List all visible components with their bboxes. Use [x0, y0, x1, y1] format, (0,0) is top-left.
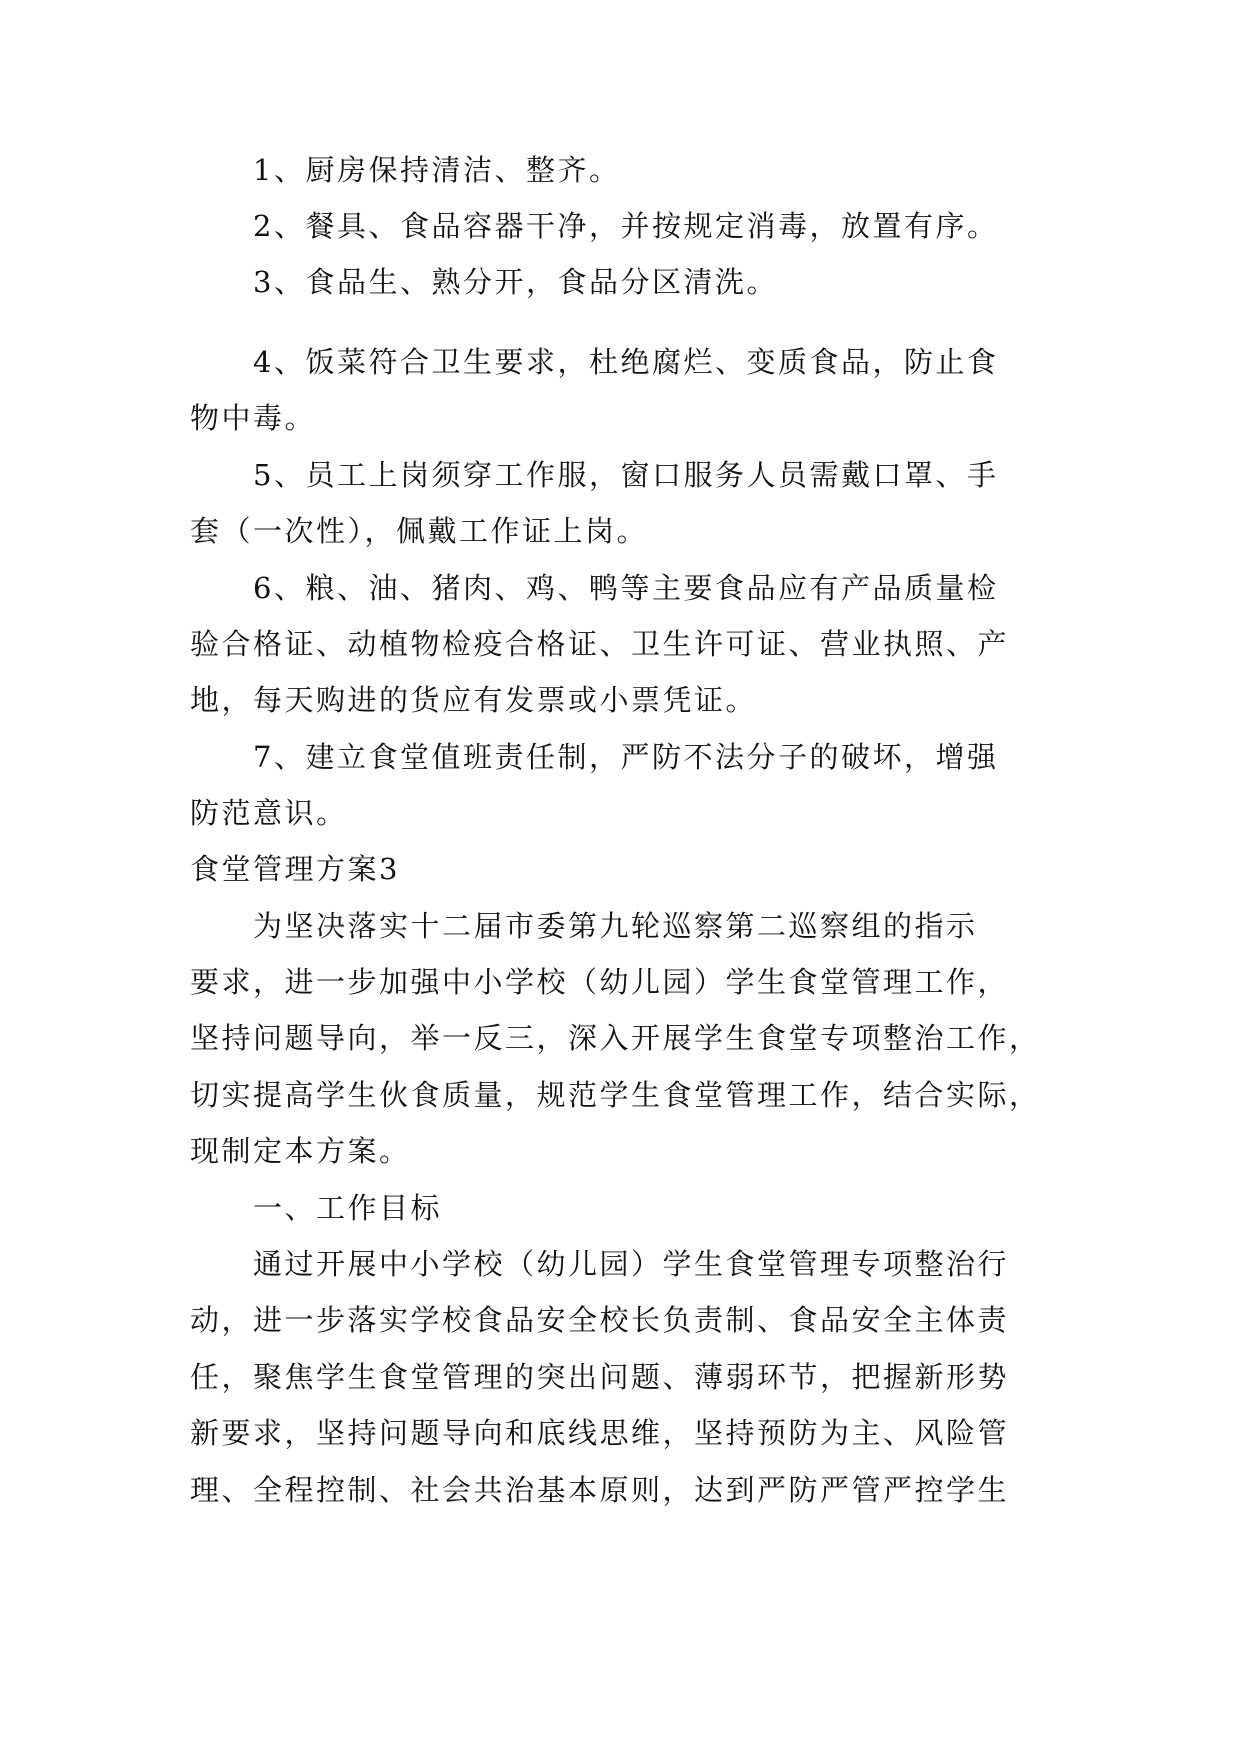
- item-2-line: 2、餐具、食品容器干净，并按规定消毒，放置有序。: [253, 209, 999, 243]
- goal-line-5: 理、全程控制、社会共治基本原则，达到严防严管严控学生: [190, 1473, 1010, 1507]
- item-7-line-2: 防范意识。: [190, 796, 348, 830]
- item-7-line-1: 7、建立食堂值班责任制，严防不法分子的破坏，增强: [253, 740, 999, 774]
- intro-line-3: 坚持问题导向，举一反三，深入开展学生食堂专项整治工作，: [190, 1021, 1041, 1055]
- goal-line-3: 任，聚焦学生食堂管理的突出问题、薄弱环节，把握新形势: [190, 1360, 1010, 1394]
- item-4-line-1: 4、饭菜符合卫生要求，杜绝腐烂、变质食品，防止食: [253, 345, 999, 379]
- goal-line-2: 动，进一步落实学校食品安全校长负责制、食品安全主体责: [190, 1303, 1010, 1337]
- item-6-line-2: 验合格证、动植物检疫合格证、卫生许可证、营业执照、产: [190, 627, 1010, 661]
- item-5-line-2: 套（一次性），佩戴工作证上岗。: [190, 514, 649, 548]
- item-6-line-1: 6、粮、油、猪肉、鸡、鸭等主要食品应有产品质量检: [253, 571, 999, 605]
- section-title: 食堂管理方案3: [190, 852, 400, 886]
- intro-line-4: 切实提高学生伙食质量，规范学生食堂管理工作，结合实际，: [190, 1078, 1041, 1112]
- intro-line-1: 为坚决落实十二届市委第九轮巡察第二巡察组的指示: [253, 909, 978, 943]
- item-1-line: 1、厨房保持清洁、整齐。: [253, 153, 621, 187]
- intro-line-2: 要求，进一步加强中小学校（幼儿园）学生食堂管理工作，: [190, 965, 1010, 999]
- intro-line-5: 现制定本方案。: [190, 1134, 411, 1168]
- item-4-line-2: 物中毒。: [190, 401, 317, 435]
- item-3-line: 3、食品生、熟分开，食品分区清洗。: [253, 265, 778, 299]
- goal-line-1: 通过开展中小学校（幼儿园）学生食堂管理专项整治行: [253, 1247, 1010, 1281]
- goal-line-4: 新要求，坚持问题导向和底线思维，坚持预防为主、风险管: [190, 1416, 1010, 1450]
- item-5-line-1: 5、员工上岗须穿工作服，窗口服务人员需戴口罩、手: [253, 458, 999, 492]
- heading-work-goal: 一、工作目标: [253, 1191, 443, 1225]
- item-6-line-3: 地，每天购进的货应有发票或小票凭证。: [190, 683, 758, 717]
